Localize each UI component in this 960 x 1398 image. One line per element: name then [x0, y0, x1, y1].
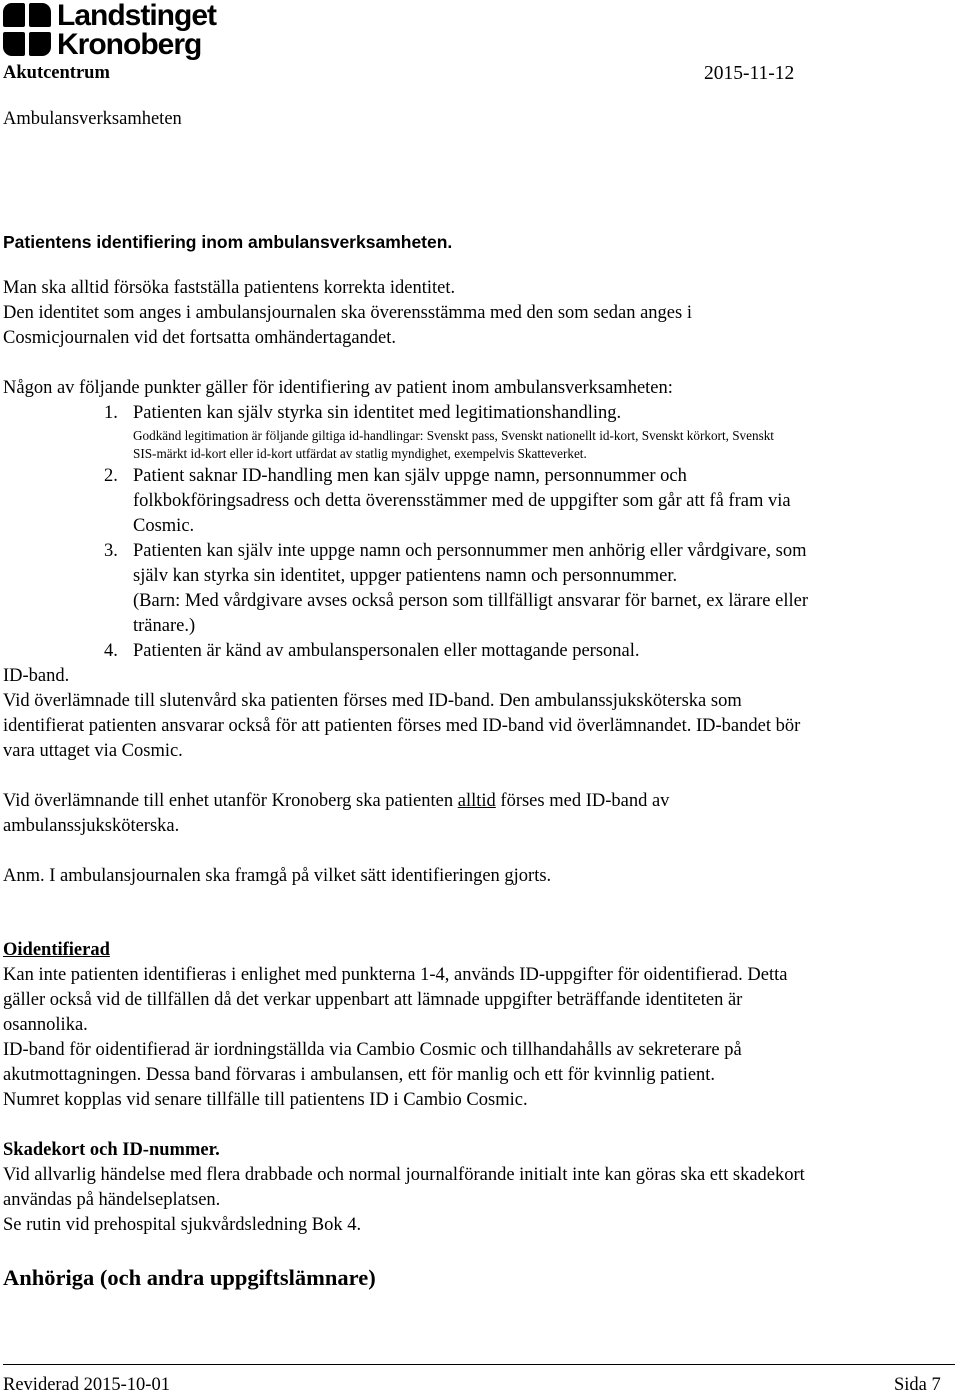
logo-line-2: Kronoberg [57, 28, 202, 61]
item-1-text: Patienten kan själv styrka sin identitet med legitimationshandling. [133, 403, 622, 423]
item-3-line-1: Patienten kan själv inte uppge namn och personnummer men anhörig eller vårdgivare, som [133, 541, 807, 561]
item-3-line-2: själv kan styrka sin identitet, uppger patientens namn och personnummer. [133, 566, 678, 586]
skadekort-heading: Skadekort och ID-nummer. [3, 1140, 220, 1160]
oidentifierad-line-3: osannolika. [3, 1015, 88, 1035]
kronoberg-line-1 [3, 789, 669, 814]
logo-line-1: Landstinget [57, 0, 216, 32]
anm-note: Anm. I ambulansjournalen ska framgå på vilket sätt identifieringen gjorts. [3, 866, 552, 886]
next-section-heading: Anhöriga (och andra uppgiftslämnare) [3, 1265, 376, 1290]
item-2-line-2: folkbokföringsadress och detta överensstämmer med de uppgifter som går att få fram via [133, 491, 791, 511]
intro-line-2: Den identitet som anges i ambulansjournalen ska överensstämma med den som sedan anges i [3, 303, 692, 323]
item-1-note-line-1: Godkänd legitimation är följande giltiga id-handlingar: Svenskt pass, Svenskt nationellt id-kort, Svenskt körkort, Svenskt [133, 428, 774, 443]
item-3-line-3: (Barn: Med vårdgivare avses också person som tillfälligt ansvarar för barnet, ex lärare eller [133, 591, 808, 611]
skadekort-line-1: Vid allvarlig händelse med flera drabbade och normal journalförande initialt inte kan göras ska ett skadekort [3, 1165, 805, 1185]
item-2-line-1: Patient saknar ID-handling men kan själv uppge namn, personnummer och [133, 466, 687, 486]
kronoberg-line-2: ambulanssjuksköterska. [3, 816, 180, 836]
header-date: 2015-11-12 [704, 63, 795, 84]
idband-line-3: vara uttaget via Cosmic. [3, 741, 183, 761]
logo-mark-icon [3, 3, 53, 57]
idband-heading: ID-band. [3, 666, 70, 686]
item-1-number: 1. [104, 403, 118, 423]
skadekort-line-2: användas på händelseplatsen. [3, 1190, 221, 1210]
item-1-note-line-2: SIS-märkt id-kort eller id-kort utfärdat av statlig myndighet, exempelvis Skatteverket. [133, 446, 587, 461]
header-department: Akutcentrum [3, 63, 110, 83]
idband-line-1: Vid överlämnade till slutenvård ska patienten förses med ID-band. Den ambulanssjuksköterska som [3, 691, 742, 711]
header-unit: Ambulansverksamheten [3, 109, 182, 129]
item-3-number: 3. [104, 541, 118, 561]
footer-revised: Reviderad 2015-10-01 [3, 1375, 170, 1395]
intro-line-1: Man ska alltid försöka fastställa patientens korrekta identitet. [3, 278, 456, 298]
item-3-line-4: tränare.) [133, 616, 196, 636]
kronoberg-emphasis: alltid [457, 791, 496, 811]
item-4-text: Patienten är känd av ambulanspersonalen eller mottagande personal. [133, 641, 640, 661]
kronoberg-before: Vid överlämnande till enhet utanför Kronoberg ska patienten [3, 791, 458, 811]
section-title: Patientens identifiering inom ambulansverksamheten. [3, 232, 453, 252]
oidentifierad-line-1: Kan inte patienten identifieras i enlighet med punkterna 1-4, används ID-uppgifter för oidentifierad. Detta [3, 965, 788, 985]
oidentifierad-line-6: Numret kopplas vid senare tillfälle till patientens ID i Cambio Cosmic. [3, 1090, 528, 1110]
oidentifierad-line-5: akutmottagningen. Dessa band förvaras i ambulansen, ett för manlig och ett för kvinnlig patient. [3, 1065, 716, 1085]
oidentifierad-heading: Oidentifierad [3, 940, 110, 960]
footer-page-number: Sida 7 [894, 1375, 941, 1395]
skadekort-line-3: Se rutin vid prehospital sjukvårdsledning Bok 4. [3, 1215, 362, 1235]
idband-line-2: identifierat patienten ansvarar också för att patienten förses med ID-band vid överlämnandet. ID-bandet bör [3, 716, 801, 736]
intro-line-3: Cosmicjournalen vid det fortsatta omhändertagandet. [3, 328, 397, 348]
criteria-lead: Någon av följande punkter gäller för identifiering av patient inom ambulansverksamheten: [3, 378, 673, 398]
item-4-number: 4. [104, 641, 118, 661]
kronoberg-after: förses med ID-band av [495, 791, 670, 811]
item-2-line-3: Cosmic. [133, 516, 195, 536]
item-2-number: 2. [104, 466, 118, 486]
oidentifierad-line-4: ID-band för oidentifierad är iordningställda via Cambio Cosmic och tillhandahålls av sekreterare på [3, 1040, 742, 1060]
footer-divider [3, 1364, 955, 1365]
oidentifierad-line-2: gäller också vid de tillfällen då det verkar uppenbart att lämnade uppgifter beträffande identiteten är [3, 990, 743, 1010]
